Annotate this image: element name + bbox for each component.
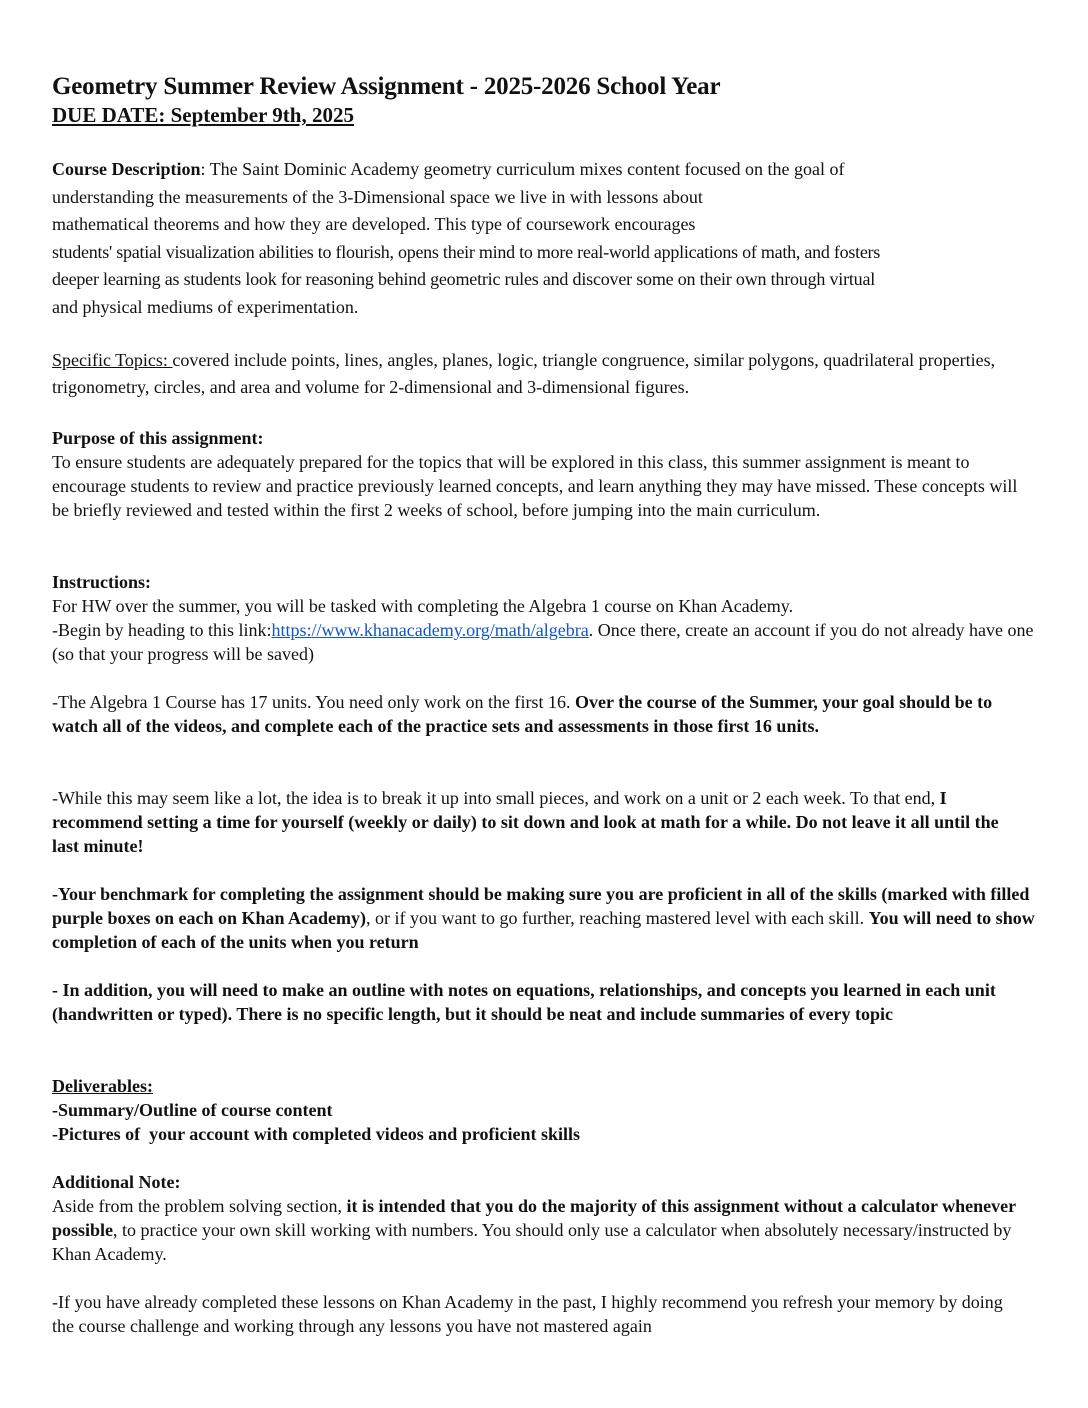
course-description-line: students' spatial visualization abilities to flourish, opens their mind to more real-world applications of math, and fosters bbox=[52, 241, 881, 262]
specific-topics-section: Specific Topics: covered include points, lines, angles, planes, logic, triangle congruence, similar polygons, quadrilateral properties, trigonometry, circles, and area and volume for 2-dimensional and 3-dimensional figures. bbox=[52, 350, 996, 397]
purpose-text: To ensure students are adequately prepared for the topics that will be explored in this class, this summer assignment is meant to encourage students to review and practice previously learned concepts, and learn anything they may have missed. These concepts will be briefly reviewed and tested within the first 2 weeks of school, before jumping into the main curriculum. bbox=[52, 452, 1018, 520]
additional-note-heading: Additional Note: bbox=[52, 1172, 181, 1192]
deliverables-heading: Deliverables: bbox=[52, 1076, 153, 1096]
purpose-section bbox=[52, 426, 1037, 522]
instructions-section bbox=[52, 570, 1037, 666]
instructions-link-line: -Begin by heading to this link:https://www.khanacademy.org/math/algebra. Once there, create an account if you do not already have one (so that your progress will be saved) bbox=[52, 620, 1034, 664]
course-description-section bbox=[52, 156, 1052, 321]
refresh-paragraph: -If you have already completed these lessons on Khan Academy in the past, I highly recommend you refresh your memory by doing the course challenge and working through any lessons you have not mastered again bbox=[52, 1292, 1003, 1336]
deliverable-item: -Pictures of your account with completed videos and proficient skills bbox=[52, 1124, 580, 1144]
specific-topics-text: covered include points, lines, angles, planes, logic, triangle congruence, similar polygons, quadrilateral properties, trigonometry, circles, and area and volume for 2-dimensional and 3-dimensional figures. bbox=[52, 350, 996, 397]
document-title: Geometry Summer Review Assignment - 2025-2026 School Year bbox=[52, 73, 721, 100]
schedule-paragraph: -While this may seem like a lot, the idea is to break it up into small pieces, and work on a unit or 2 each week. To that end, I recommend setting a time for yourself (weekly or daily) to sit down and look at math for a while. Do not leave it all until the last minute! bbox=[52, 788, 999, 856]
additional-note-text: Aside from the problem solving section, it is intended that you do the majority of this assignment without a calculator whenever possible, to practice your own skill working with numbers. You should only use a calculator when absolutely necessary/instructed by Khan Academy. bbox=[52, 1196, 1016, 1264]
additional-note-section bbox=[52, 1170, 1052, 1266]
course-description-line: understanding the measurements of the 3-Dimensional space we live in with lessons about bbox=[52, 186, 703, 207]
khan-academy-link[interactable]: https://www.khanacademy.org/math/algebra bbox=[271, 620, 589, 640]
course-description-line: deeper learning as students look for reasoning behind geometric rules and discover some on their own through virtual bbox=[52, 269, 876, 289]
benchmark-paragraph: -Your benchmark for completing the assignment should be making sure you are proficient in all of the skills (marked with filled purple boxes on each on Khan Academy), or if you want to go further, reaching mastered level with each skill. You will need to show completion of each of the units when you return bbox=[52, 884, 1035, 952]
units-paragraph: -The Algebra 1 Course has 17 units. You need only work on the first 16. Over the course of the Summer, your goal should be to watch all of the videos, and complete each of the practice sets and assessments in those first 16 units. bbox=[52, 692, 993, 736]
specific-topics-label: Specific Topics bbox=[52, 350, 163, 370]
course-description-line: Course Description: The Saint Dominic Academy geometry curriculum mixes content focused on the goal of bbox=[52, 159, 845, 179]
course-description-label: Course Description bbox=[52, 159, 201, 179]
instructions-intro: For HW over the summer, you will be tasked with completing the Algebra 1 course on Khan Academy. bbox=[52, 596, 794, 616]
document-header bbox=[52, 72, 1052, 128]
deliverables-section bbox=[52, 1074, 1037, 1146]
outline-paragraph: - In addition, you will need to make an outline with notes on equations, relationships, and concepts you learned in each unit (handwritten or typed). There is no specific length, but it should be neat and include summaries of every topic bbox=[52, 980, 996, 1024]
deliverable-item: -Summary/Outline of course content bbox=[52, 1100, 333, 1120]
instructions-heading: Instructions: bbox=[52, 572, 152, 592]
due-date: DUE DATE: September 9th, 2025 bbox=[52, 103, 354, 127]
course-description-line: mathematical theorems and how they are developed. This type of coursework encourages bbox=[52, 214, 696, 234]
course-description-line: and physical mediums of experimentation. bbox=[52, 296, 359, 317]
purpose-heading: Purpose of this assignment: bbox=[52, 428, 264, 448]
